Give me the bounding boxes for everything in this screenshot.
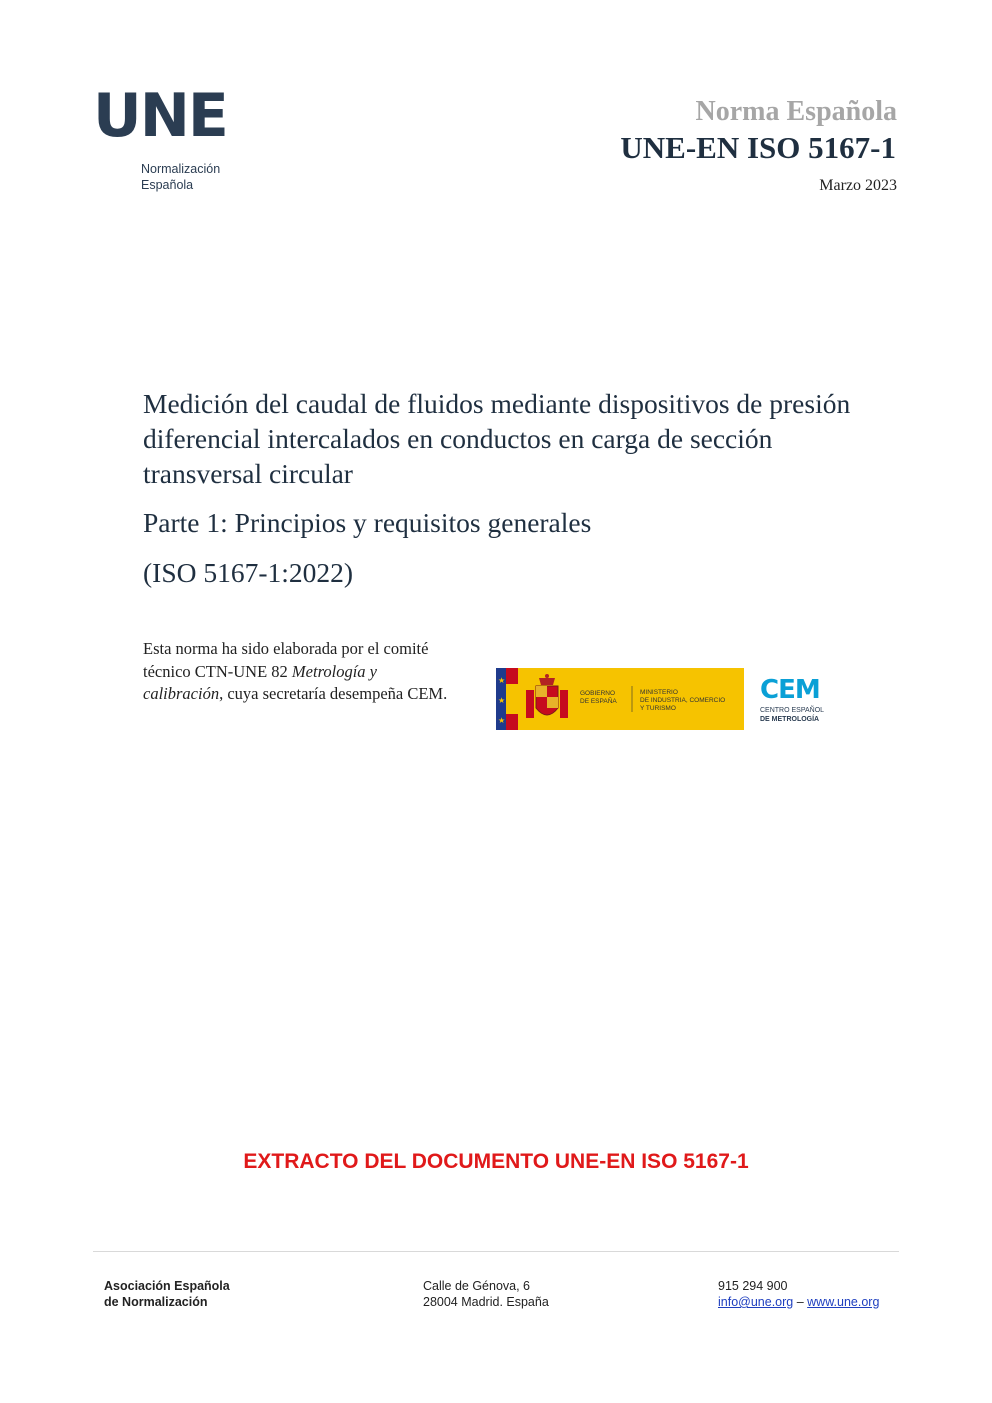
cem-logo xyxy=(746,668,850,730)
committee-note-text-1: Esta norma ha sido elaborada por el comité técnico CTN-UNE 82 xyxy=(143,639,429,681)
eu-star-icon: ★ xyxy=(498,716,506,725)
une-logo-subtitle-line-2: Española xyxy=(141,178,194,192)
footer-links xyxy=(718,1294,879,1310)
ministry-text-2: DE INDUSTRIA, COMERCIO xyxy=(640,697,726,704)
footer-address-line-1: Calle de Génova, 6 xyxy=(423,1279,531,1293)
publication-date: Marzo 2023 xyxy=(819,177,897,194)
gov-logo-text-2: DE ESPAÑA xyxy=(580,698,617,705)
une-logo-subtitle-line-1: Normalización xyxy=(141,162,221,176)
committee-name: Metrología y calibración xyxy=(143,661,377,703)
norma-label: Norma Española xyxy=(695,96,897,127)
cem-logo-mark: CEM xyxy=(760,675,820,705)
cem-logo-text-1: CENTRO ESPAÑOL xyxy=(760,707,825,714)
une-logo-subtitle xyxy=(141,161,220,193)
cem-logo-text-2: DE METROLOGÍA xyxy=(760,716,820,723)
gov-logo-text-1: GOBIERNO xyxy=(580,690,616,697)
footer-address-line-2: 28004 Madrid. España xyxy=(423,1295,549,1309)
footer-phone: 915 294 900 xyxy=(718,1279,788,1293)
footer-website-link[interactable]: www.une.org xyxy=(807,1295,880,1309)
norma-code: UNE-EN ISO 5167-1 xyxy=(620,130,896,165)
spain-flag-yellow xyxy=(506,684,518,714)
footer-organization xyxy=(104,1278,230,1310)
footer-org-line-1: Asociación Española xyxy=(104,1279,230,1293)
ministry-text-3: Y TURISMO xyxy=(640,705,676,712)
committee-note xyxy=(143,638,453,706)
iso-reference: (ISO 5167-1:2022) xyxy=(143,557,354,588)
une-logo xyxy=(93,81,243,198)
eu-star-icon: ★ xyxy=(498,676,506,685)
spain-flag-red-top xyxy=(506,668,518,684)
footer-divider xyxy=(93,1251,899,1252)
extract-banner: EXTRACTO DEL DOCUMENTO UNE-EN ISO 5167-1 xyxy=(243,1150,749,1173)
document-title: Medición del caudal de fluidos mediante dispositivos de presión diferencial intercalados en conductos en carga de sección transversal circular xyxy=(143,388,851,489)
committee-note-text-2: , cuya secretaría desempeña CEM. xyxy=(219,684,448,703)
spain-flag-red-bottom xyxy=(506,714,518,730)
footer-contact xyxy=(718,1278,879,1310)
footer-email-link[interactable]: info@une.org xyxy=(718,1295,794,1309)
footer-org-line-2: de Normalización xyxy=(104,1295,208,1309)
une-logo-mark: UNE xyxy=(93,81,227,151)
footer-link-separator: – xyxy=(793,1295,808,1309)
gobierno-de-espana-logo xyxy=(496,668,744,730)
footer-address xyxy=(423,1278,549,1310)
ministry-text-1: MINISTERIO xyxy=(640,689,678,696)
document-part-title: Parte 1: Principios y requisitos generales xyxy=(143,507,592,538)
eu-star-icon: ★ xyxy=(498,696,506,705)
